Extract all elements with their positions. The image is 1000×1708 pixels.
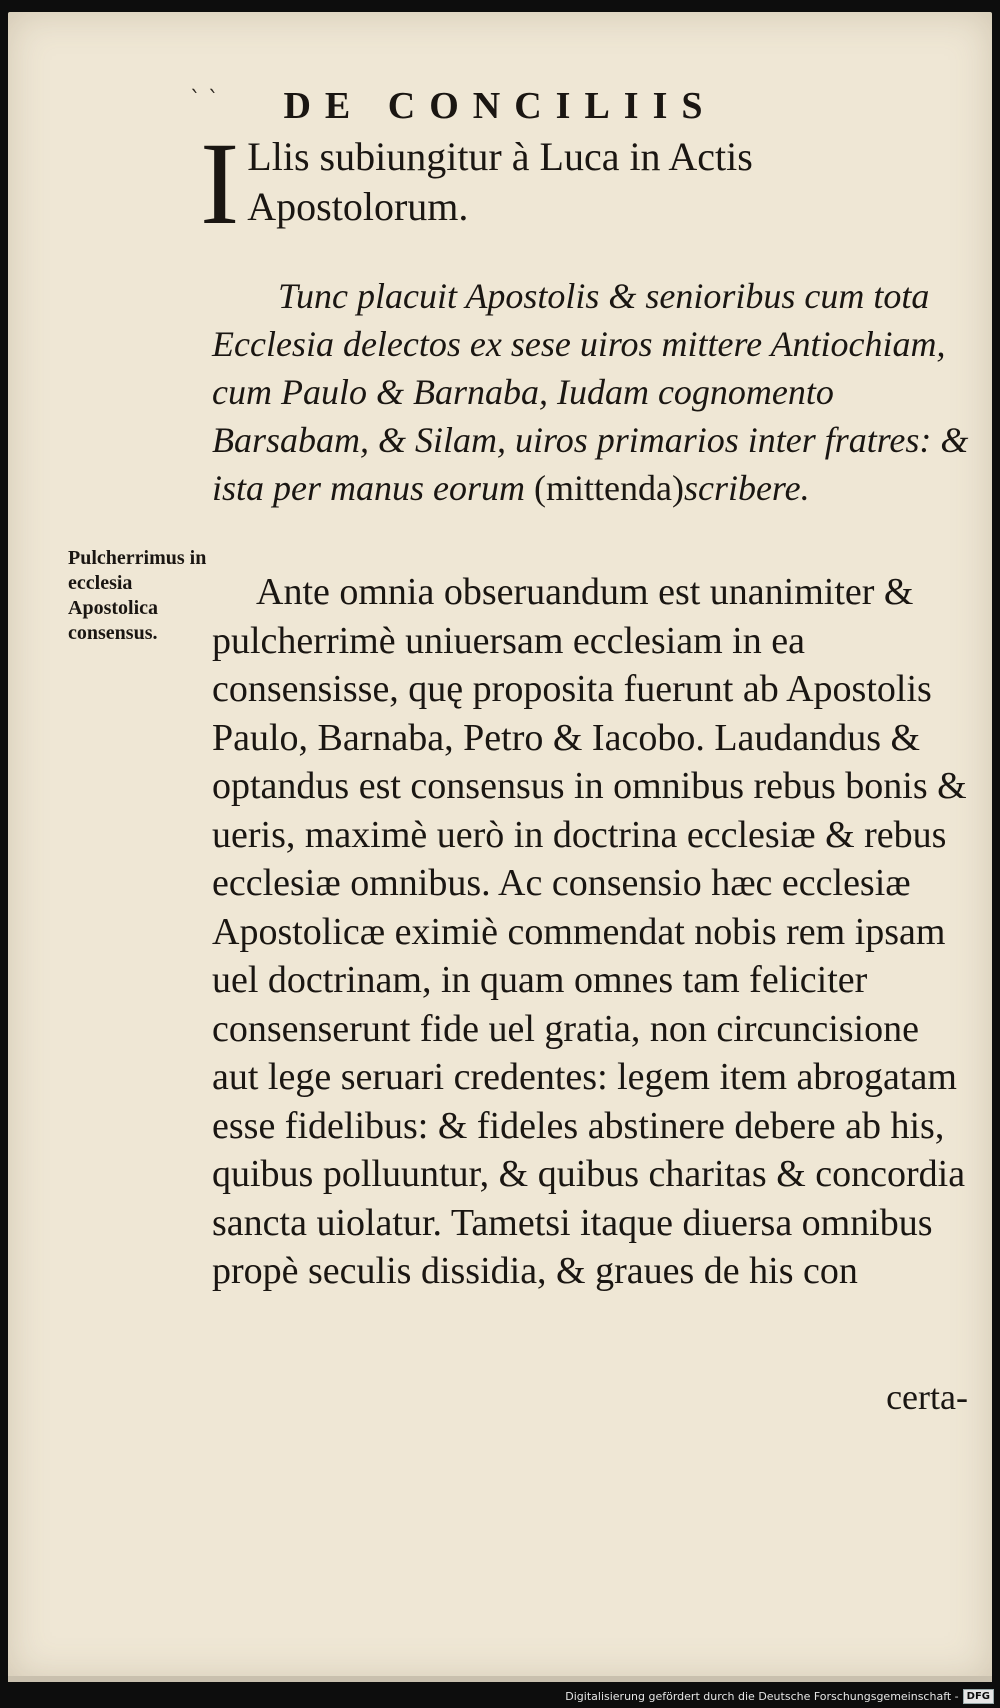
- drop-cap: I: [200, 118, 240, 249]
- dfg-logo: DFG: [963, 1689, 994, 1704]
- quote-text: Tunc placuit Apostolis & senioribus cum tota Ecclesia delectos ex sese uiros mittere Antiochiam, cum Paulo & Barnaba, Iudam cognomento Barsabam, & Silam, uiros primarios inter fratres: & ista per manus eorum: [212, 276, 969, 508]
- scripture-quote: [212, 272, 972, 512]
- running-head: DE CONCILIIS: [283, 85, 717, 127]
- marginal-note: Pulcherrimus in ecclesia Apostolica consensus.: [68, 547, 207, 644]
- page-edge: [8, 1676, 992, 1682]
- quote-end: scribere.: [683, 468, 810, 508]
- intro-text: Llis subiungitur à Luca in Actis Apostolorum.: [247, 134, 753, 229]
- footer-text: Digitalisierung gefördert durch die Deutsche Forschungsgemeinschaft -: [565, 1690, 959, 1703]
- intro-paragraph: [200, 118, 972, 249]
- catchword: certa-: [886, 1377, 968, 1417]
- digitization-footer: [565, 1689, 994, 1704]
- quote-upright: (mittenda): [534, 468, 684, 508]
- body-paragraph: Ante omnia obseruandum est unanimiter & pulcherrimè uniuersam ecclesiam in ea consensisse, quę proposita fuerunt ab Apostolis Paulo, Barnaba, Petro & Iacobo. Laudandus & optandus est consensus in omnibus rebus bonis & ueris, maximè uerò in doctrina ecclesiæ & rebus ecclesiæ omnibus. Ac consensio hæc ecclesiæ Apostolicæ eximiè commendat nobis rem ipsam uel doctrinam, in quam omnes tam feliciter consenserunt fide uel gratia, non circuncisione aut lege seruari credentes: legem item abrogatam esse fidelibus: & fideles abstinere debere ab his, quibus polluuntur, & quibus charitas & concordia sancta uiolatur. Tametsi itaque diuersa omnibus propè seculis dissidia, & graues de his con: [212, 571, 967, 1292]
- ornament-mark: ` ˋ: [190, 88, 219, 113]
